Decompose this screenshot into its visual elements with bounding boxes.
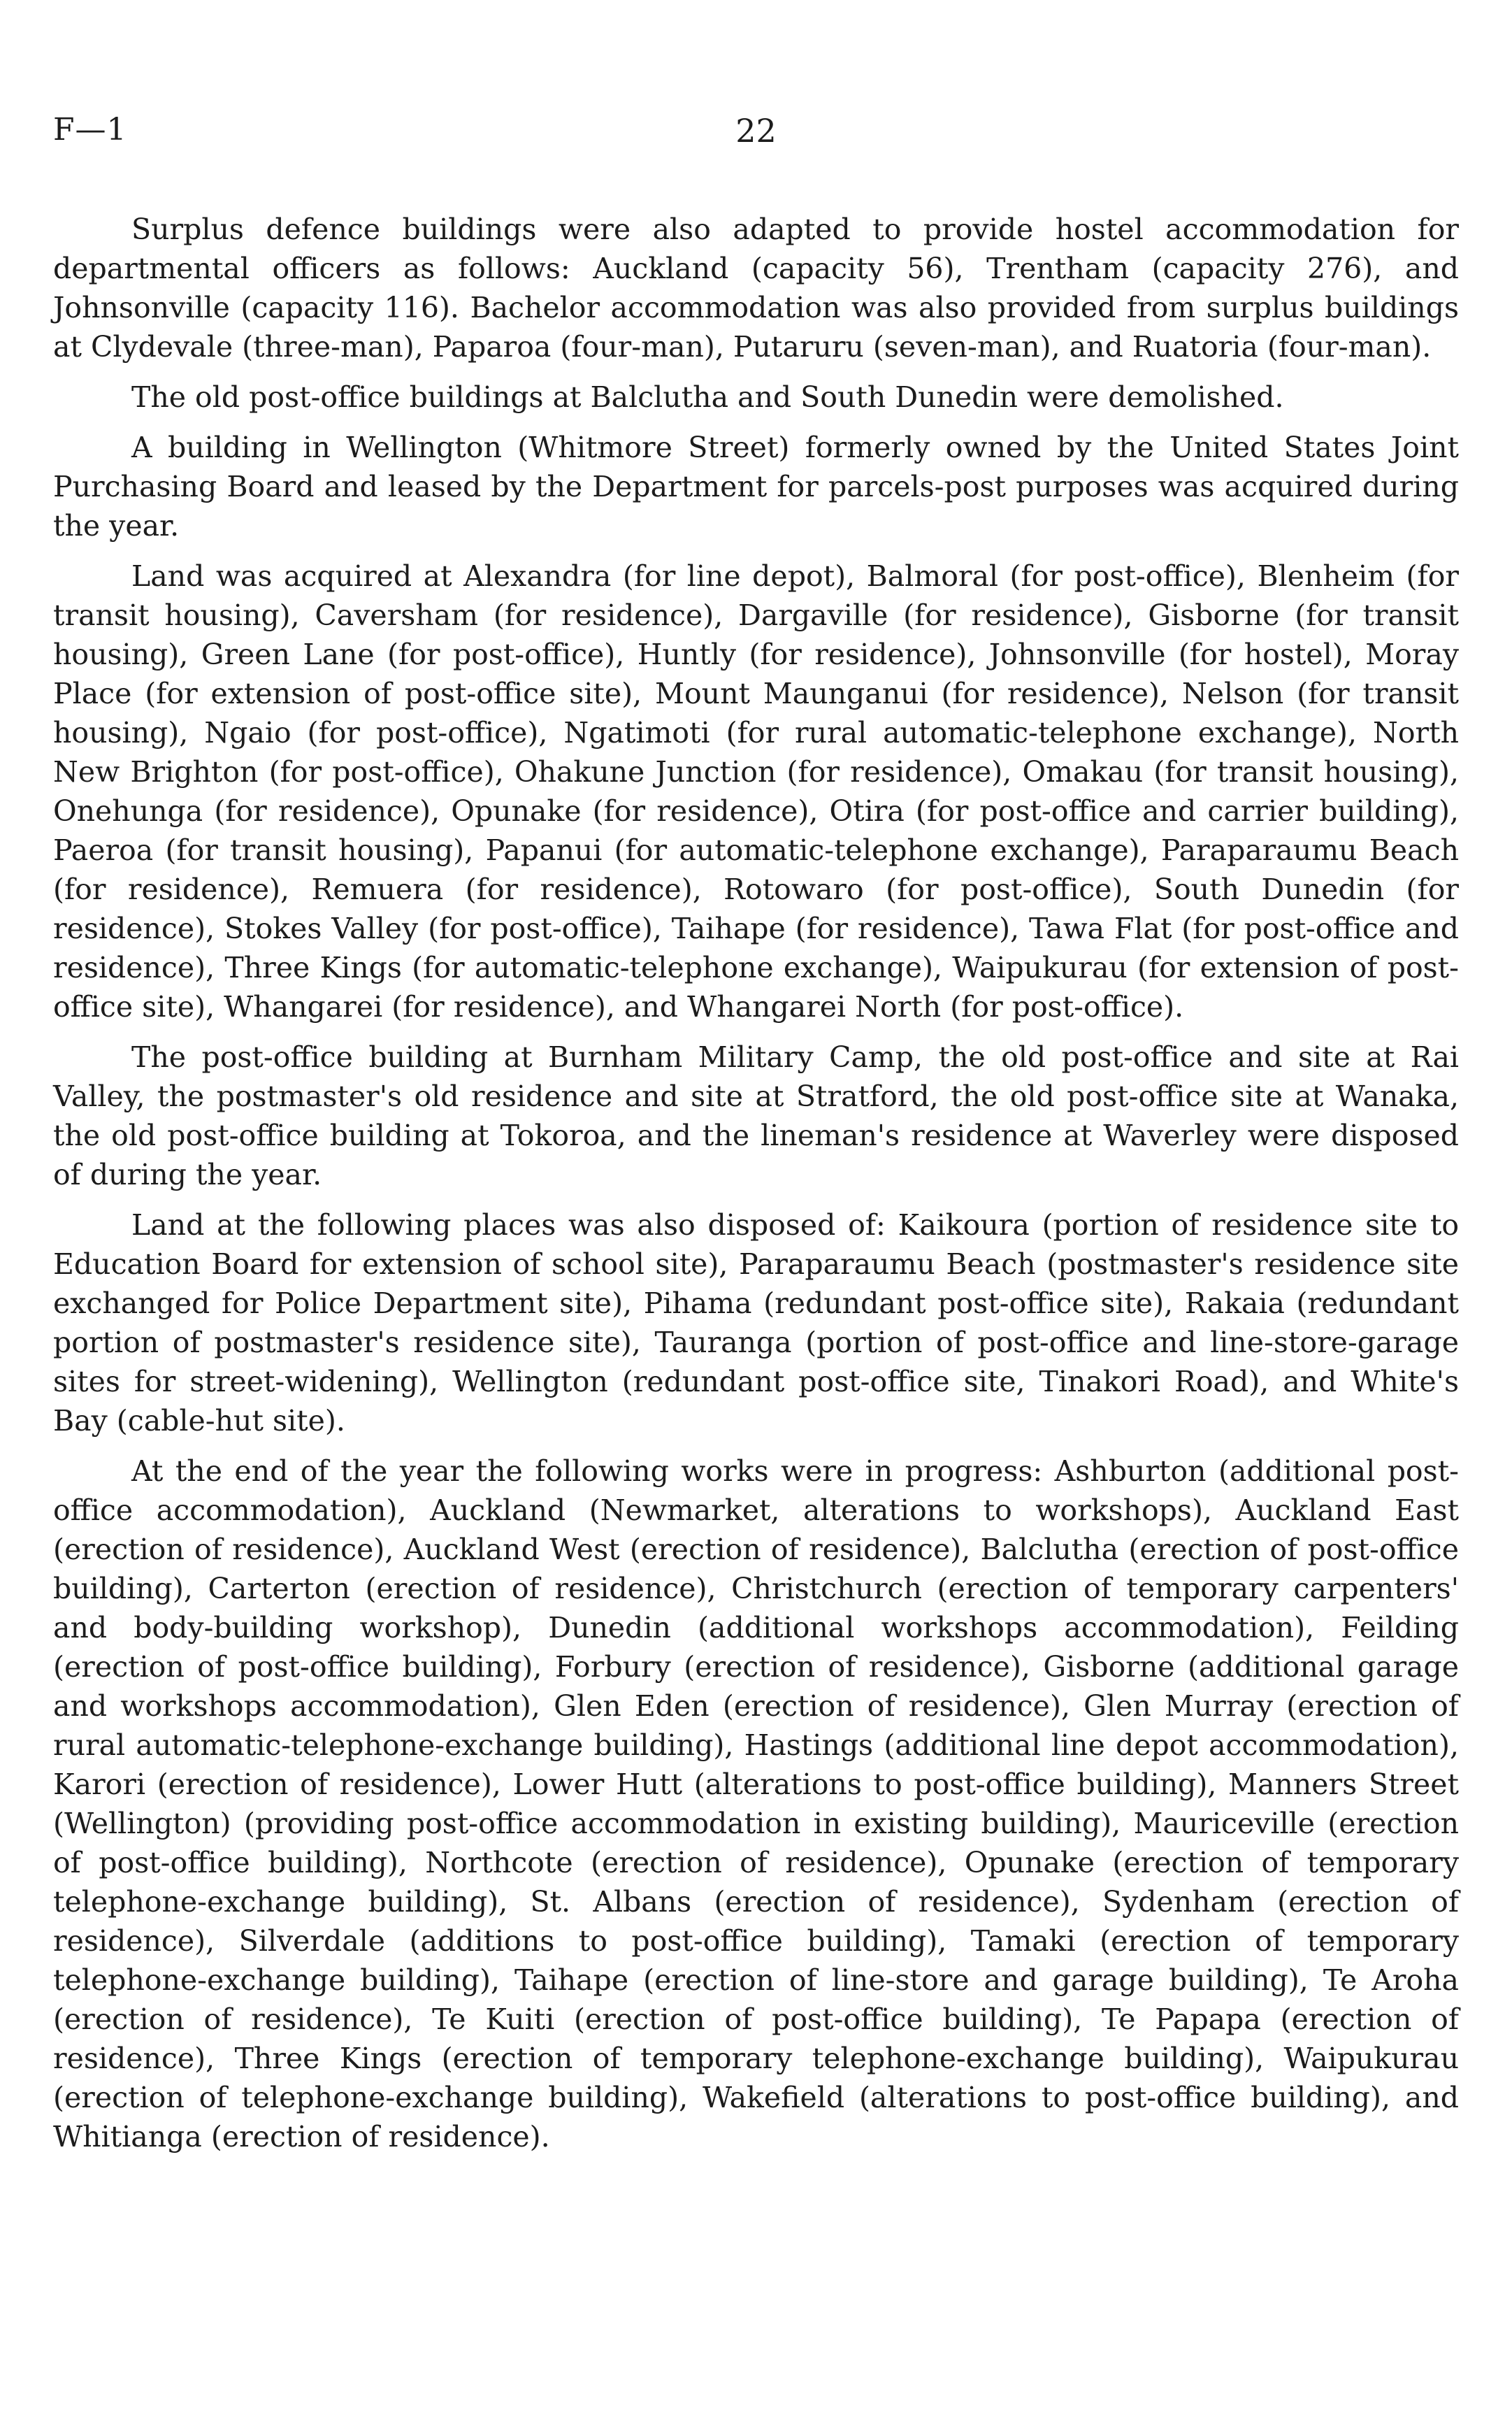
paragraph-wellington-building: A building in Wellington (Whitmore Street) formerly owned by the United States Joint Purchasing Board and leased by the Department for parcels-post purposes was acquired during the year. [53,431,1459,543]
body-text [53,210,1459,2167]
paragraph-land-disposed: Land at the following places was also disposed of: Kaikoura (portion of residence site to Education Board for extension of school site), Paraparaumu Beach (postmaster's residence site exchanged for Police Department site), Pihama (redundant post-office site), Rakaia (redundant portion of postmaster's residence site), Tauranga (portion of post-office and line-store-garage sites for street-widening), Wellington (redundant post-office site, Tinakori Road), and White's Bay (cable-hut site). [53,1208,1459,1438]
paragraph-hostel-accommodation: Surplus defence buildings were also adapted to provide hostel accommodation for departmental officers as follows: Auckland (capacity 56), Trentham (capacity 276), and Johnsonville (capacity 116). Bachelor accommodation was also provided from surplus buildings at Clydevale (three-man), Paparoa (four-man), Putaruru (seven-man), and Ruatoria (four-man). [53,213,1459,364]
page-header [53,112,1459,161]
paragraph-demolished-buildings: The old post-office buildings at Balclutha and South Dunedin were demolished. [131,380,1284,414]
paragraph-land-acquired: Land was acquired at Alexandra (for line depot), Balmoral (for post-office), Blenheim (for transit housing), Caversham (for residence), Dargaville (for residence), Gisborne (for transit housing), Green Lane (for post-office), Huntly (for residence), Johnsonville (for hostel), Moray Place (for extension of post-office site), Mount Maunganui (for residence), Nelson (for transit housing), Ngaio (for post-office), Ngatimoti (for rural automatic-telephone exchange), North New Brighton (for post-office), Ohakune Junction (for residence), Omakau (for transit housing), Onehunga (for residence), Opunake (for residence), Otira (for post-office and carrier building), Paeroa (for transit housing), Papanui (for automatic-telephone exchange), Paraparaumu Beach (for residence), Remuera (for residence), Rotowaro (for post-office), South Dunedin (for residence), Stokes Valley (for post-office), Taihape (for residence), Tawa Flat (for post-office and residence), Three Kings (for automatic-telephone exchange), Waipukurau (for extension of post-office site), Whangarei (for residence), and Whangarei North (for post-office). [53,559,1459,1024]
paragraph-works-in-progress: At the end of the year the following works were in progress: Ashburton (additional post-office accommodation), Auckland (Newmarket, alterations to workshops), Auckland East (erection of residence), Auckland West (erection of residence), Balclutha (erection of post-office building), Carterton (erection of residence), Christchurch (erection of temporary carpenters' and body-building workshop), Dunedin (additional workshops accommodation), Feilding (erection of post-office building), Forbury (erection of residence), Gisborne (additional garage and workshops accommodation), Glen Eden (erection of residence), Glen Murray (erection of rural automatic-telephone-exchange building), Hastings (additional line depot accommodation), Karori (erection of residence), Lower Hutt (alterations to post-office building), Manners Street (Wellington) (providing post-office accommodation in existing building), Mauriceville (erection of post-office building), Northcote (erection of residence), Opunake (erection of temporary telephone-exchange building), St. Albans (erection of residence), Sydenham (erection of residence), Silverdale (additions to post-office building), Tamaki (erection of temporary telephone-exchange building), Taihape (erection of line-store and garage building), Te Aroha (erection of residence), Te Kuiti (erection of post-office building), Te Papapa (erection of residence), Three Kings (erection of temporary telephone-exchange building), Waipukurau (erection of telephone-exchange building), Wakefield (alterations to post-office building), and Whitianga (erection of residence). [53,1454,1459,2154]
page-number: 22 [735,112,777,150]
paragraph-property-disposed: The post-office building at Burnham Military Camp, the old post-office and site at Rai Valley, the postmaster's old residence and site at Stratford, the old post-office site at Wanaka, the old post-office building at Tokoroa, and the lineman's residence at Waverley were disposed of during the year. [53,1040,1459,1191]
document-reference: F—1 [53,112,127,148]
